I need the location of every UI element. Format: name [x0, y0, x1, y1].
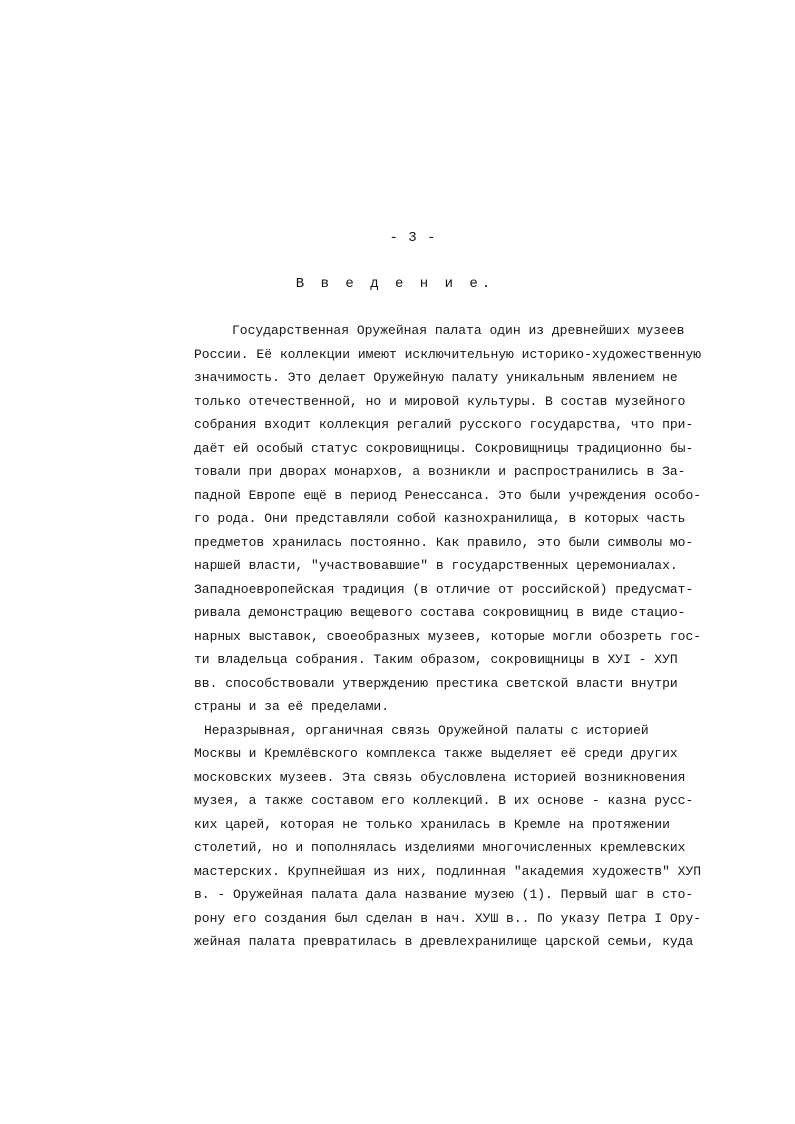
text-line: страны и за её пределами.: [194, 699, 390, 714]
text-line: столетий, но и пополнялась изделиями многочисленных кремлевских: [194, 840, 686, 855]
text-line: товали при дворах монархов, а возникли и распространились в За-: [194, 464, 686, 479]
text-line: ривала демонстрацию вещевого состава сокровищниц в виде стацио-: [194, 605, 686, 620]
text-line: рону его создания был сделан в нач. XУШ в.. По указу Петра I Ору-: [194, 910, 702, 926]
text-line: только отечественной, но и мировой культуры. В состав музейного: [194, 393, 686, 409]
text-line: Москвы и Кремлёвского комплекса также выделяет её среди других: [194, 746, 678, 761]
text-line: го рода. Они представляли собой казнохранилища, в которых часть: [194, 511, 686, 526]
section-heading: В в е д е н и е.: [295, 276, 495, 292]
text-line: значимость. Это делает Оружейную палату уникальным явлением не: [194, 370, 678, 385]
text-line: нарных выставок, своеобразных музеев, которые могли обозреть гос-: [194, 628, 702, 644]
body-text: [194, 319, 702, 954]
text-line: падной Европе ещё в период Ренессанса. Это были учреждения особо-: [194, 487, 702, 503]
text-line: Государственная Оружейная палата один из древнейших музеев: [232, 323, 685, 338]
text-line: даёт ей особый статус сокровищницы. Сокровищницы традиционно бы-: [194, 440, 694, 456]
page-number: - 3 -: [389, 230, 437, 246]
text-line: московских музеев. Эта связь обусловлена историей возникновения: [194, 769, 686, 785]
text-line: России. Её коллекции имеют исключительную историко-художественную: [194, 346, 702, 362]
text-line: мастерских. Крупнейшая из них, подлинная "академия художеств" XУП: [194, 863, 702, 879]
text-line: жейная палата превратилась в древлехранилище царской семьи, куда: [194, 934, 694, 949]
text-line: ти владельца собрания. Таким образом, сокровищницы в XУI - XУП: [194, 652, 678, 667]
text-line: вв. способствовали утверждению престика светской власти внутри: [194, 675, 678, 691]
text-line: Западноевропейская традиция (в отличие от российской) предусмат-: [194, 581, 694, 597]
text-line: музея, а также составом его коллекций. В их основе - казна русс-: [194, 793, 694, 808]
text-line: в. - Оружейная палата дала название музею (1). Первый шаг в сто-: [194, 887, 694, 902]
text-line: наршей власти, "участвовавшие" в государственных церемониалах.: [194, 558, 678, 573]
text-line: предметов хранилась постоянно. Как правило, это были символы мо-: [194, 534, 694, 550]
text-line: Неразрывная, органичная связь Оружейной палаты с историей: [204, 722, 649, 738]
text-line: ких царей, которая не только хранилась в Кремле на протяжении: [194, 816, 670, 832]
text-line: собрания входит коллекция регалий русского государства, что при-: [194, 417, 694, 432]
